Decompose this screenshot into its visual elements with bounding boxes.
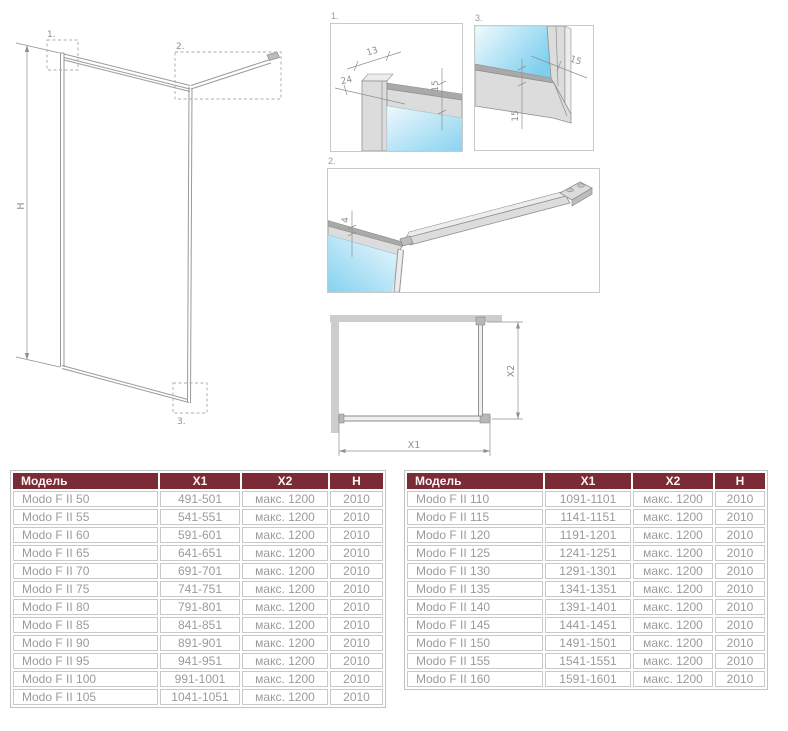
table-cell: макс. 1200 [242, 599, 328, 615]
table-row [407, 671, 765, 687]
dim-24-label: 24 [339, 74, 354, 88]
table-cell: 2010 [715, 635, 765, 651]
table-cell: 2010 [715, 653, 765, 669]
dim-4-label: 4 [341, 217, 351, 223]
wall-bracket-plan [476, 317, 485, 325]
table-row [13, 581, 383, 597]
table-cell: 1391-1401 [545, 599, 631, 615]
table-cell: 2010 [715, 599, 765, 615]
table-cell: 641-651 [160, 545, 240, 561]
screw-hole [578, 184, 585, 188]
table-row [407, 617, 765, 633]
walls [330, 315, 502, 433]
table-row [407, 491, 765, 507]
detail-view-2 [327, 156, 600, 293]
table-cell: 2010 [330, 617, 383, 633]
table-row [407, 635, 765, 651]
detail-3-box [474, 25, 594, 151]
table-cell: Modo F II 105 [13, 689, 158, 705]
dim-x1 [339, 423, 490, 456]
table-cell: 2010 [330, 671, 383, 687]
callout-2-label: 2. [176, 42, 185, 52]
table-cell: макс. 1200 [242, 509, 328, 525]
table-cell: Modo F II 115 [407, 509, 543, 525]
table-row [13, 563, 383, 579]
table-cell: 541-551 [160, 509, 240, 525]
detail-2-label: 2. [328, 156, 336, 166]
table-cell: Modo F II 80 [13, 599, 158, 615]
table-cell: макс. 1200 [633, 581, 713, 597]
table-cell: макс. 1200 [242, 617, 328, 633]
table-cell: макс. 1200 [242, 635, 328, 651]
table-row [13, 671, 383, 687]
height-label: H [16, 202, 27, 210]
table-cell: 1141-1151 [545, 509, 631, 525]
table-row [407, 545, 765, 561]
table-cell: 2010 [715, 563, 765, 579]
table-row [13, 599, 383, 615]
table-cell: 2010 [715, 509, 765, 525]
table-cell: макс. 1200 [633, 491, 713, 507]
table-cell: 2010 [330, 689, 383, 705]
table-cell: макс. 1200 [633, 509, 713, 525]
table-cell: Modo F II 155 [407, 653, 543, 669]
size-table-left-body [13, 491, 383, 705]
table-cell: 1091-1101 [545, 491, 631, 507]
column-header-x2: X2 [633, 473, 713, 489]
table-cell: макс. 1200 [242, 671, 328, 687]
table-cell: макс. 1200 [633, 545, 713, 561]
dim-13 [347, 46, 401, 71]
table-cell: 741-751 [160, 581, 240, 597]
table-cell: Modo F II 110 [407, 491, 543, 507]
column-header-x1: X1 [545, 473, 631, 489]
table-cell: макс. 1200 [242, 689, 328, 705]
table-row [13, 653, 383, 669]
table-cell: макс. 1200 [633, 635, 713, 651]
table-cell: 1341-1351 [545, 581, 631, 597]
table-cell: 2010 [330, 635, 383, 651]
table-cell: Modo F II 70 [13, 563, 158, 579]
detail-1-label: 1. [331, 11, 339, 21]
main-isometric-drawing [0, 0, 330, 462]
table-row [407, 599, 765, 615]
table-cell: Modo F II 140 [407, 599, 543, 615]
table-cell: 791-801 [160, 599, 240, 615]
table-cell: 1441-1451 [545, 617, 631, 633]
table-row [407, 581, 765, 597]
size-table-right-body [407, 491, 765, 687]
table-cell: Modo F II 160 [407, 671, 543, 687]
column-header-x1: X1 [160, 473, 240, 489]
table-row [407, 509, 765, 525]
support-arm [191, 52, 280, 89]
plan-view-drawing [325, 310, 535, 462]
detail-view-3 [474, 13, 594, 151]
table-cell: Modo F II 90 [13, 635, 158, 651]
table-cell: Modo F II 150 [407, 635, 543, 651]
table-cell: 2010 [715, 545, 765, 561]
table-row [13, 509, 383, 525]
dim-x1-label: X1 [407, 440, 421, 451]
table-cell: 2010 [330, 491, 383, 507]
size-table-left [10, 470, 386, 708]
table-cell: 1291-1301 [545, 563, 631, 579]
table-cell: 2010 [330, 653, 383, 669]
table-cell: 2010 [330, 581, 383, 597]
dim-15-label: 15 [431, 80, 441, 92]
table-cell: 991-1001 [160, 671, 240, 687]
table-cell: макс. 1200 [242, 581, 328, 597]
table-header-row [13, 473, 383, 489]
table-cell: 1591-1601 [545, 671, 631, 687]
table-cell: 2010 [715, 617, 765, 633]
table-cell: Modo F II 85 [13, 617, 158, 633]
detail-1-box [330, 23, 463, 152]
table-cell: 691-701 [160, 563, 240, 579]
table-cell: Modo F II 60 [13, 527, 158, 543]
table-cell: 2010 [715, 491, 765, 507]
table-cell: макс. 1200 [242, 545, 328, 561]
table-cell: Modo F II 120 [407, 527, 543, 543]
table-cell: 1241-1251 [545, 545, 631, 561]
column-header-h: H [330, 473, 383, 489]
table-cell: 1541-1551 [545, 653, 631, 669]
detail-1-drawing [331, 24, 462, 151]
table-cell: 1191-1201 [545, 527, 631, 543]
screw-hole [567, 188, 574, 192]
table-cell: 2010 [330, 545, 383, 561]
wall-bracket [267, 52, 280, 61]
column-header-h: H [715, 473, 765, 489]
dim-15-bottom-label: 15 [511, 110, 521, 122]
column-header-model: Модель [13, 473, 158, 489]
column-header-model: Модель [407, 473, 543, 489]
table-row [13, 491, 383, 507]
support-arm [400, 182, 592, 246]
table-cell: макс. 1200 [633, 617, 713, 633]
table-cell: макс. 1200 [242, 527, 328, 543]
detail-3-label: 3. [475, 13, 483, 23]
table-cell: Modo F II 55 [13, 509, 158, 525]
table-cell: макс. 1200 [242, 563, 328, 579]
callout-boxes [47, 30, 281, 427]
table-cell: макс. 1200 [242, 653, 328, 669]
table-cell: Modo F II 125 [407, 545, 543, 561]
table-cell: Modo F II 100 [13, 671, 158, 687]
dim-x2-label: X2 [506, 364, 517, 378]
table-cell: 491-501 [160, 491, 240, 507]
detail-view-1 [330, 11, 463, 152]
table-row [13, 527, 383, 543]
table-cell: 2010 [715, 581, 765, 597]
table-row [13, 635, 383, 651]
table-cell: 841-851 [160, 617, 240, 633]
callout-3-label: 3. [177, 417, 186, 427]
table-row [407, 653, 765, 669]
table-cell: 2010 [330, 509, 383, 525]
table-cell: 2010 [330, 527, 383, 543]
table-cell: Modo F II 145 [407, 617, 543, 633]
table-cell: Modo F II 135 [407, 581, 543, 597]
table-cell: макс. 1200 [633, 599, 713, 615]
size-table-right [404, 470, 768, 690]
table-row [407, 563, 765, 579]
detail-3-drawing [475, 26, 593, 150]
glass-panel [61, 53, 193, 403]
table-cell: Modo F II 95 [13, 653, 158, 669]
callout-1-label: 1. [47, 30, 56, 40]
table-cell: 1491-1501 [545, 635, 631, 651]
glass-panel-plan [339, 414, 490, 423]
panel-corner [328, 221, 404, 293]
table-header-row [407, 473, 765, 489]
table-cell: 2010 [715, 527, 765, 543]
table-cell: макс. 1200 [633, 563, 713, 579]
dim-15-side-label: 15 [568, 54, 583, 68]
dim-x2 [487, 322, 523, 419]
table-cell: Modo F II 75 [13, 581, 158, 597]
table-cell: 891-901 [160, 635, 240, 651]
table-cell: макс. 1200 [633, 527, 713, 543]
table-cell: Modo F II 65 [13, 545, 158, 561]
table-cell: 2010 [330, 599, 383, 615]
table-cell: Modo F II 130 [407, 563, 543, 579]
table-row [13, 689, 383, 705]
support-arm-plan [476, 317, 485, 416]
table-cell: макс. 1200 [633, 653, 713, 669]
table-cell: макс. 1200 [633, 671, 713, 687]
table-cell: 941-951 [160, 653, 240, 669]
table-cell: макс. 1200 [242, 491, 328, 507]
detail-2-drawing [328, 169, 599, 292]
table-cell: 2010 [715, 671, 765, 687]
height-dimension [16, 43, 60, 367]
table-row [13, 617, 383, 633]
table-cell: Modo F II 50 [13, 491, 158, 507]
table-cell: 2010 [330, 563, 383, 579]
detail-2-box [327, 168, 600, 293]
table-row [13, 545, 383, 561]
table-row [407, 527, 765, 543]
table-cell: 1041-1051 [160, 689, 240, 705]
column-header-x2: X2 [242, 473, 328, 489]
dim-13-label: 13 [365, 45, 380, 59]
table-cell: 591-601 [160, 527, 240, 543]
